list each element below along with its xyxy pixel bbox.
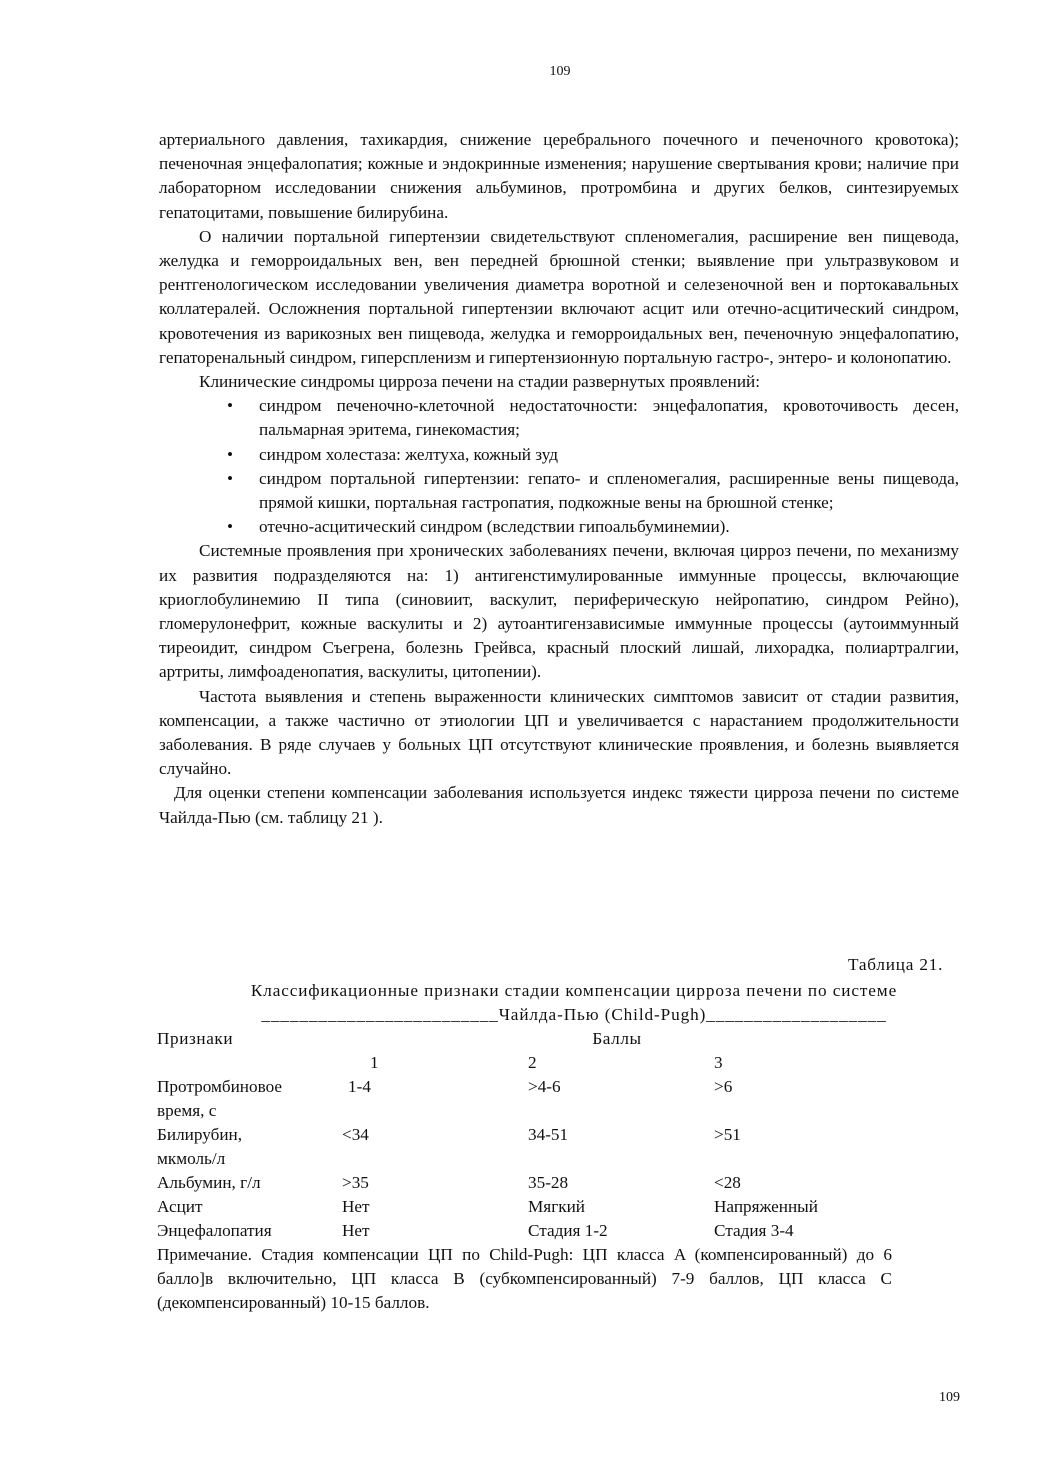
row-value-1: >35 [342, 1173, 369, 1192]
list-item: • отечно-асцитический синдром (вследствии гипоальбуминемии). [259, 515, 959, 539]
row-sign: Альбумин, г/л [157, 1173, 261, 1192]
row-value-1: Нет [342, 1197, 370, 1216]
list-item: • синдром печеночно-клеточной недостаточности: энцефалопатия, кровоточивость десен, пальмарная эритема, гинекомастия; [259, 394, 959, 442]
table-row [157, 1075, 892, 1123]
table-title-line-1: Классификационные признаки стадии компенсации цирроза печени по системе [250, 981, 898, 1000]
score-columns-row [157, 1051, 892, 1075]
table-header-row [157, 1027, 892, 1051]
paragraph-5: Частота выявления и степень выраженности клинических симптомов зависит от стадии развития, компенсации, а также частично от этиологии ЦП и увеличивается с нарастанием продолжительности заболевания. В ряде случаев у больных ЦП отсутствуют клинические проявления, и болезнь выявляется случайно. [159, 686, 959, 779]
score-col-1: 1 [370, 1053, 379, 1072]
table-row [157, 1219, 892, 1243]
row-value-1: 1-4 [348, 1077, 371, 1096]
score-col-3: 3 [714, 1053, 723, 1072]
page-number-bottom: 109 [939, 1390, 960, 1405]
paragraph-6: Для оценки степени компенсации заболевания используется индекс тяжести цирроза печени по системе Чайлда-Пью (см. таблицу 21 ). [159, 783, 959, 827]
table-title [159, 979, 989, 1027]
row-value-1: Нет [342, 1221, 370, 1240]
child-pugh-table [157, 1027, 892, 1315]
row-value-3: Напряженный [714, 1197, 818, 1216]
paragraph-4: Системные проявления при хронических заболеваниях печени, включая цирроз печени, по механизму их развития подразделяются на: 1) антигенстимулированные иммунные процессы, включающие криоглобулинемию II типа (синовиит, васкулит, периферическую нейропатию, синдром Рейно), гломерулонефрит, кожные васкулиты и 2) аутоантигензависимые иммунные процессы (аутоиммунный тиреоидит, синдром Съегрена, болезнь Грейвса, красный плоский лишай, лихорадка, полиартралгии, артриты, лимфоаденопатия, васкулиты, цитопении). [159, 541, 959, 682]
row-value-2: 34-51 [528, 1125, 569, 1144]
row-value-1: <34 [342, 1125, 369, 1144]
row-value-3: >51 [714, 1125, 741, 1144]
syndrome-list [159, 394, 959, 539]
page-number-top: 109 [549, 64, 571, 79]
row-value-2: Стадия 1-2 [528, 1221, 608, 1240]
table-caption: Таблица 21. [848, 955, 944, 974]
table-row [157, 1123, 892, 1171]
table-title-line-2: _________________________Чайлда-Пью (Child-Pugh)___________________ [261, 1005, 887, 1024]
paragraph-1: артериального давления, тахикардия, снижение церебрального почечного и печеночного кровотока); печеночная энцефалопатия; кожные и эндокринные изменения; нарушение свертывания крови; наличие при лабораторном исследовании снижения альбуминов, протромбина и других белков, синтезируемых гепатоцитами, повышение билирубина. [159, 130, 959, 222]
list-item: • синдром портальной гипертензии: гепато- и спленомегалия, расширенные вены пищевода, прямой кишки, портальная гастропатия, подкожные вены на брюшной стенке; [259, 467, 959, 515]
row-sign: Протромбиновое время, с [157, 1077, 282, 1120]
row-value-3: Стадия 3-4 [714, 1221, 794, 1240]
paragraph-3: Клинические синдромы цирроза печени на стадии развернутых проявлений: [199, 372, 761, 392]
row-value-2: 35-28 [528, 1173, 569, 1192]
row-value-2: Мягкий [528, 1197, 585, 1216]
row-value-2: >4-6 [528, 1077, 561, 1096]
header-points: Баллы [592, 1029, 642, 1048]
paragraph-2: О наличии портальной гипертензии свидетельствуют спленомегалия, расширение вен пищевода, желудка и геморроидальных вен, вен передней брюшной стенки; выявление при ультразвуковом и рентгенологическом исследовании увеличения диаметра воротной и селезеночной вен и портокавальных коллатералей. Осложнения портальной гипертензии включают асцит или отечно-асцитический синдром, кровотечения из варикозных вен пищевода, желудка и геморроидальных вен, печеночную энцефалопатию, гепаторенальный синдром, гиперспленизм и гипертензионную портальную гастро-, энтеро- и колонопатию. [159, 226, 959, 367]
row-sign: Билирубин, мкмоль/л [157, 1125, 243, 1168]
row-sign: Энцефалопатия [157, 1221, 272, 1240]
score-col-2: 2 [528, 1053, 537, 1072]
body-text [159, 128, 959, 830]
list-item: • синдром холестаза: желтуха, кожный зуд [259, 443, 959, 467]
table-note: Примечание. Стадия компенсации ЦП по Child-Pugh: ЦП класса A (компенсированный) до 6 балло]в включительно, ЦП класса B (субкомпенсированный) 7-9 баллов, ЦП класса С (декомпенсированный) 10-15 баллов. [157, 1245, 892, 1312]
row-value-3: <28 [714, 1173, 741, 1192]
row-value-3: >6 [714, 1077, 733, 1096]
table-row [157, 1171, 892, 1195]
header-signs: Признаки [157, 1029, 234, 1048]
row-sign: Асцит [157, 1197, 203, 1216]
table-row [157, 1195, 892, 1219]
